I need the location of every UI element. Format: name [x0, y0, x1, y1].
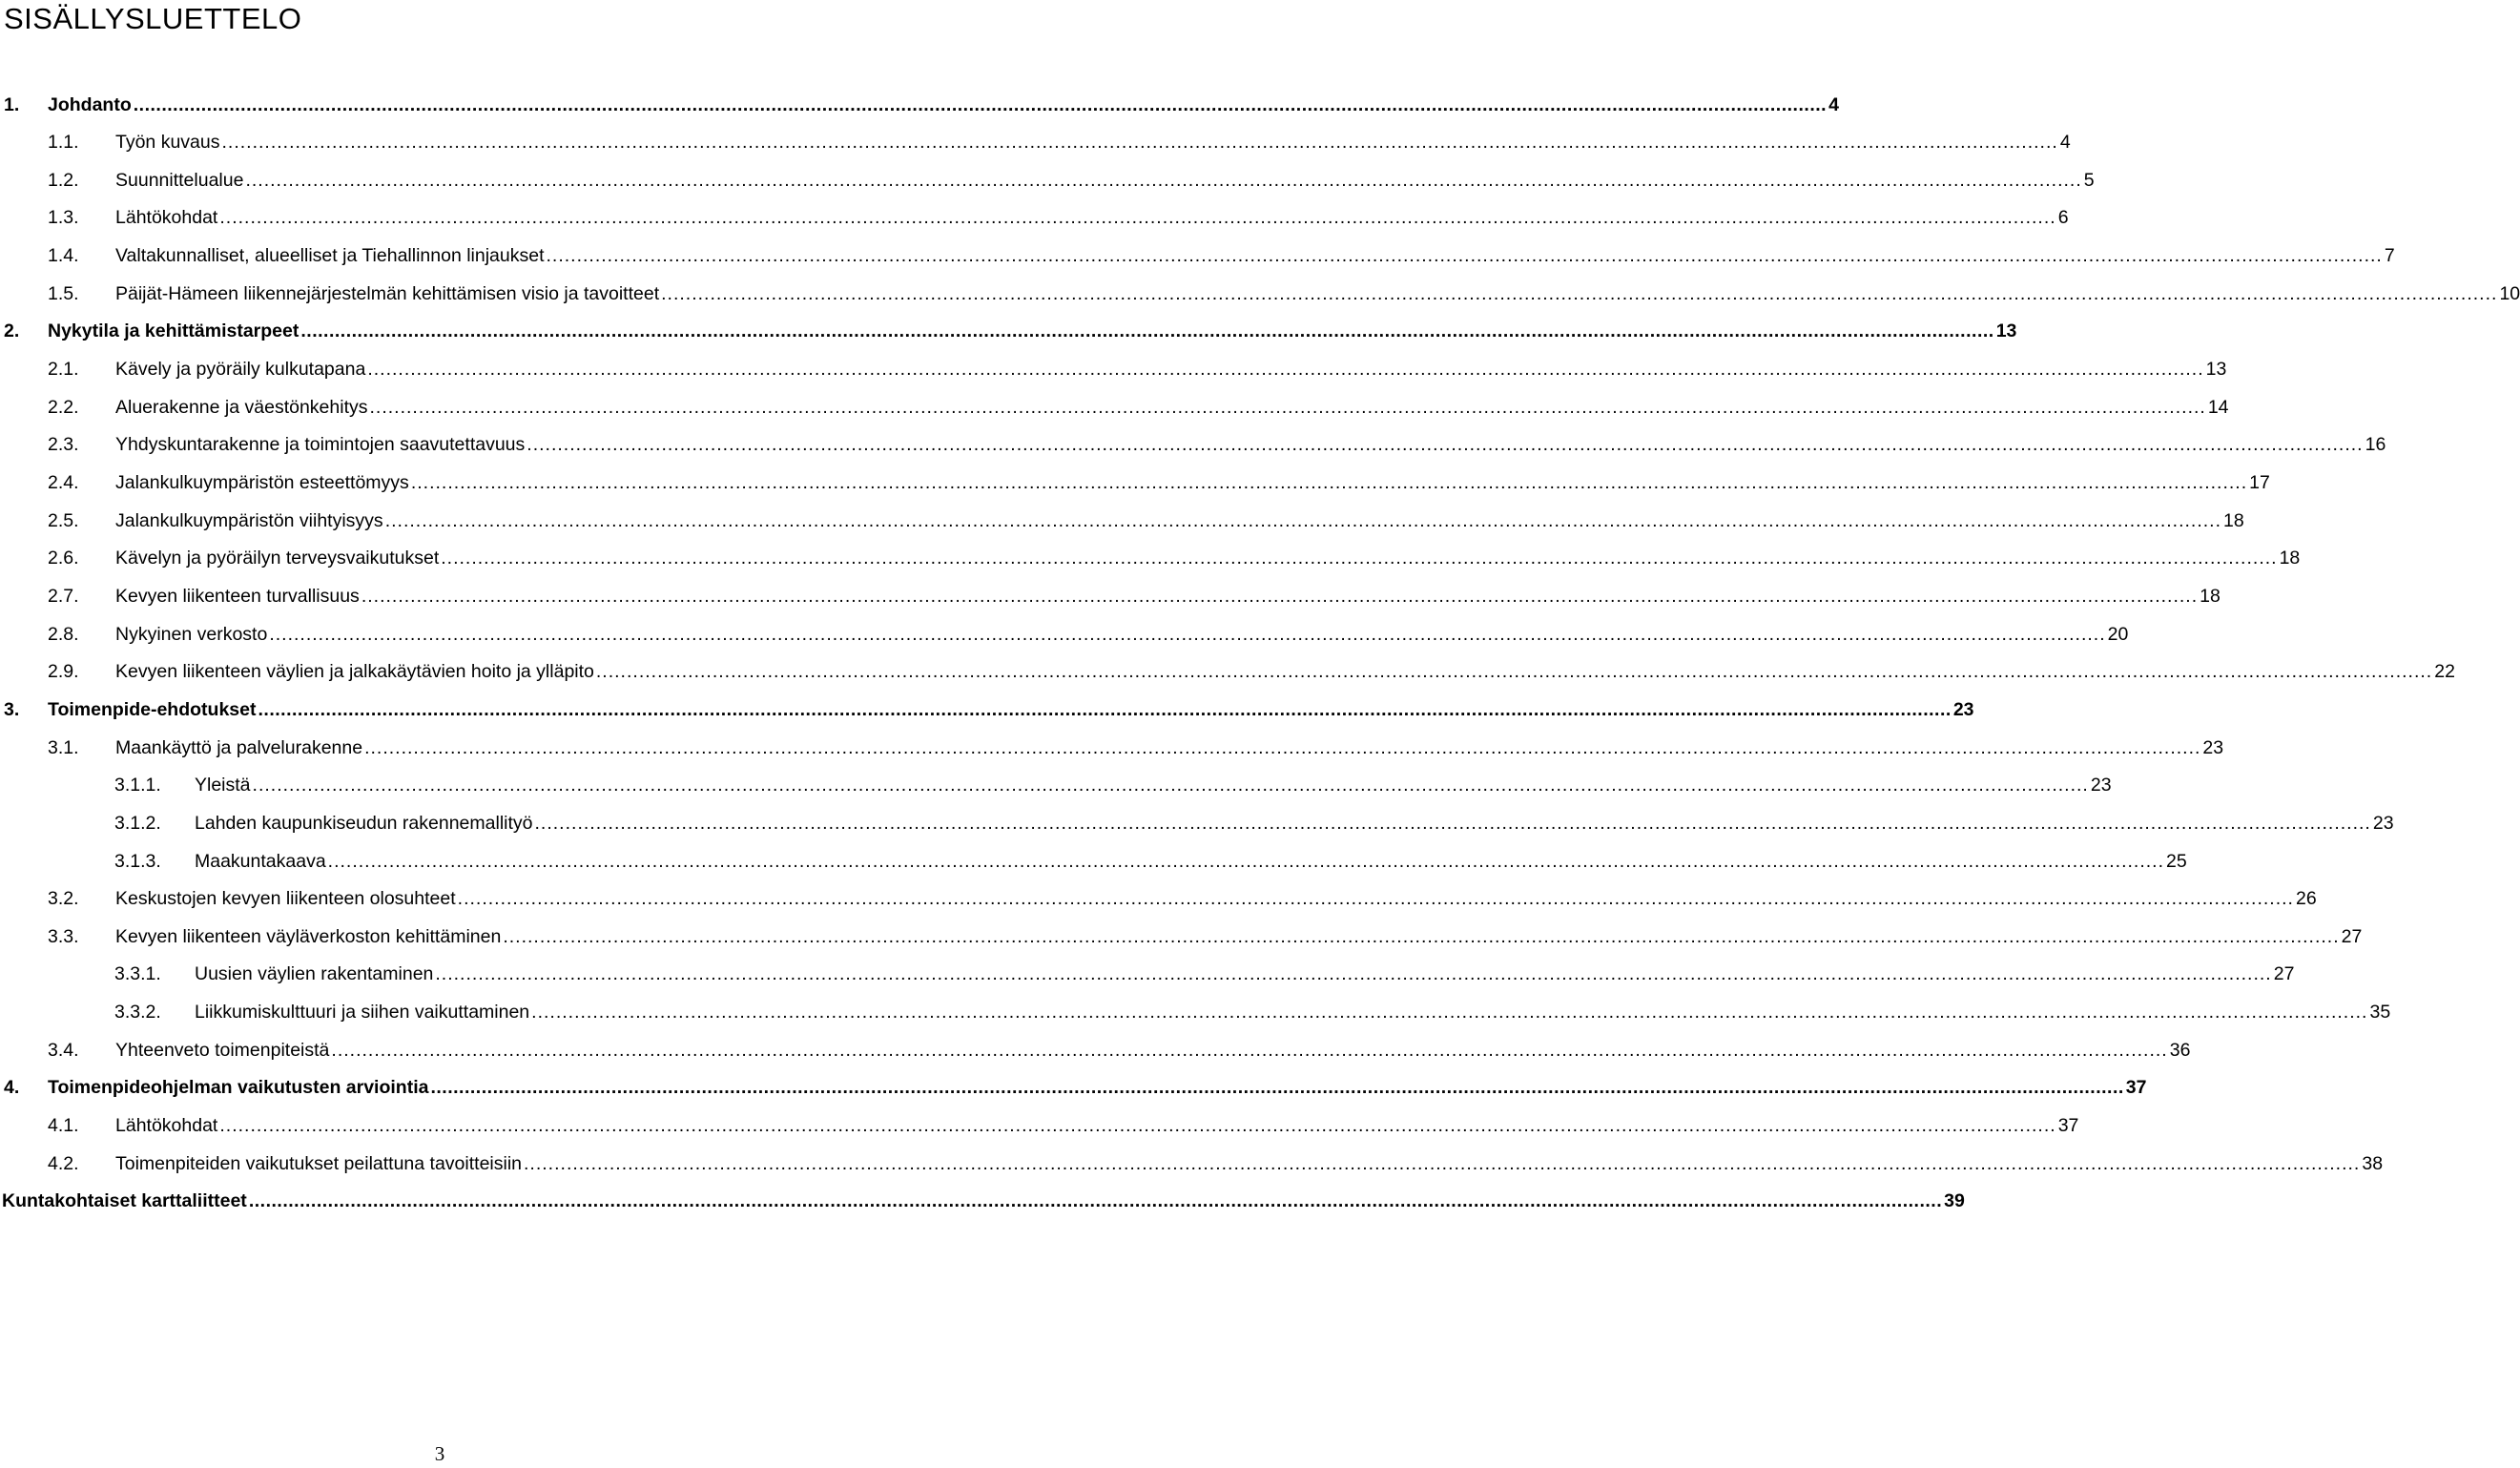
toc-entry-number: 2.8.	[48, 623, 79, 645]
toc-entry-page: 39	[1944, 1190, 1965, 1212]
dot-leader: ............................................................................................................................................................................................................................................................................................................	[258, 698, 1952, 720]
toc-entry-label: Maankäyttö ja palvelurakenne	[115, 736, 363, 758]
toc-entry[interactable]	[48, 431, 2386, 460]
toc-entry-number: 4.	[4, 1077, 20, 1099]
dot-leader: ............................................................................................................................................................................................................................................................................................................	[524, 1152, 2361, 1174]
toc-entry-label: Keskustojen kevyen liikenteen olosuhteet	[115, 888, 456, 910]
toc-entry-label: Lähtökohdat	[115, 207, 218, 229]
toc-entry-label: Päijät-Hämeen liikennejärjestelmän kehittämisen visio ja tavoitteet	[115, 282, 660, 304]
dot-leader: ............................................................................................................................................................................................................................................................................................................	[531, 1002, 2368, 1023]
toc-entry-number: 3.1.2.	[114, 812, 161, 834]
toc-entry-page: 36	[2169, 1039, 2191, 1061]
toc-entry-page: 18	[2200, 585, 2220, 607]
dot-leader: ............................................................................................................................................................................................................................................................................................................	[384, 509, 2222, 531]
dot-leader: ............................................................................................................................................................................................................................................................................................................	[534, 812, 2371, 834]
toc-entry[interactable]	[114, 847, 2187, 876]
toc-entry-label: Uusien väylien rakentaminen	[195, 963, 434, 985]
toc-entry-number: 2.9.	[48, 661, 79, 683]
toc-entry[interactable]	[48, 1149, 2384, 1178]
toc-entry[interactable]	[48, 545, 2301, 573]
toc-entry-label: Nykytila ja kehittämistarpeet	[48, 320, 300, 342]
toc-entry-label: Kevyen liikenteen väylien ja jalkakäytävien hoito ja ylläpito	[115, 661, 594, 683]
toc-entry[interactable]	[4, 695, 1974, 724]
toc-entry-label: Kävely ja pyöräily kulkutapana	[115, 359, 366, 381]
dot-leader: ............................................................................................................................................................................................................................................................................................................	[219, 207, 2056, 229]
dot-leader: ............................................................................................................................................................................................................................................................................................................	[327, 850, 2164, 872]
dot-leader: ............................................................................................................................................................................................................................................................................................................	[441, 548, 2278, 569]
toc-entry[interactable]	[48, 356, 2227, 384]
dot-leader: ............................................................................................................................................................................................................................................................................................................	[219, 1115, 2056, 1137]
toc-entry-number: 1.1.	[48, 132, 79, 154]
toc-entry-page: 5	[2083, 169, 2095, 191]
toc-entry[interactable]	[2, 1188, 1965, 1216]
toc-entry-number: 1.3.	[48, 207, 79, 229]
toc-entry-number: 2.3.	[48, 434, 79, 456]
toc-entry[interactable]	[48, 393, 2229, 422]
page-number: 3	[434, 1442, 445, 1465]
toc-entry-label: Suunnittelualue	[115, 169, 244, 191]
toc-entry-label: Kävelyn ja pyöräilyn terveysvaikutukset	[115, 548, 440, 569]
toc-entry-page: 35	[2369, 1002, 2391, 1023]
toc-entry-page: 6	[2057, 207, 2069, 229]
toc-entry-label: Työn kuvaus	[115, 132, 220, 154]
dot-leader: ............................................................................................................................................................................................................................................................................................................	[503, 925, 2340, 947]
dot-leader: ............................................................................................................................................................................................................................................................................................................	[435, 963, 2272, 985]
toc-entry-label: Lähtökohdat	[115, 1115, 218, 1137]
toc-entry-number: 1.5.	[48, 282, 79, 304]
toc-entry[interactable]	[4, 1074, 2147, 1103]
toc-entry-label: Kevyen liikenteen väyläverkoston kehittäminen	[115, 925, 502, 947]
toc-entry-page: 27	[2341, 925, 2363, 947]
toc-entry-label: Maakuntakaava	[195, 850, 326, 872]
dot-leader: ............................................................................................................................................................................................................................................................................................................	[546, 245, 2383, 267]
toc-entry-page: 23	[2372, 812, 2394, 834]
toc-entry[interactable]	[48, 1112, 2079, 1141]
toc-entry-page: 18	[2223, 509, 2244, 531]
toc-entry-page: 23	[1952, 698, 1974, 720]
dot-leader: ............................................................................................................................................................................................................................................................................................................	[245, 169, 2082, 191]
dot-leader: ............................................................................................................................................................................................................................................................................................................	[221, 132, 2058, 154]
toc-entry-label: Liikkumiskulttuuri ja siihen vaikuttaminen	[195, 1002, 530, 1023]
toc-entry[interactable]	[48, 507, 2244, 535]
toc-entry-page: 22	[2434, 661, 2455, 683]
toc-entry-label: Toimenpideohjelman vaikutusten arviointia	[48, 1077, 429, 1099]
dot-leader: ............................................................................................................................................................................................................................................................................................................	[369, 396, 2206, 418]
toc-entry-label: Yleistä	[195, 775, 251, 796]
toc-entry-label: Aluerakenne ja väestönkehitys	[115, 396, 368, 418]
toc-entry[interactable]	[114, 999, 2391, 1027]
dot-leader: ............................................................................................................................................................................................................................................................................................................	[661, 282, 2498, 304]
toc-entry-number: 3.3.1.	[114, 963, 161, 985]
dot-leader: ............................................................................................................................................................................................................................................................................................................	[430, 1077, 2124, 1099]
toc-entry-number: 2.7.	[48, 585, 79, 607]
toc-entry-number: 3.3.2.	[114, 1002, 161, 1023]
toc-entry-page: 13	[2205, 359, 2227, 381]
toc-entry[interactable]	[48, 734, 2224, 762]
toc-entry[interactable]	[48, 469, 2270, 498]
toc-entry-label: Lahden kaupunkiseudun rakennemallityö	[195, 812, 533, 834]
toc-entry-number: 4.2.	[48, 1152, 79, 1174]
toc-entry-page: 37	[2125, 1077, 2147, 1099]
toc-entry-label: Toimenpiteiden vaikutukset peilattuna tavoitteisiin	[115, 1152, 523, 1174]
toc-entry-page: 23	[2202, 736, 2224, 758]
toc-entry[interactable]	[48, 922, 2363, 951]
toc-entry-number: 3.4.	[48, 1039, 79, 1061]
toc-entry-number: 3.1.3.	[114, 850, 161, 872]
dot-leader: ............................................................................................................................................................................................................................................................................................................	[331, 1039, 2168, 1061]
toc-entry[interactable]	[48, 166, 2095, 195]
toc-entry-number: 1.	[4, 93, 20, 115]
toc-entry-label: Johdanto	[48, 93, 132, 115]
toc-entry-number: 3.	[4, 698, 20, 720]
dot-leader: ............................................................................................................................................................................................................................................................................................................	[410, 472, 2248, 493]
toc-entry[interactable]	[114, 961, 2295, 989]
toc-entry-number: 2.6.	[48, 548, 79, 569]
dot-leader: ............................................................................................................................................................................................................................................................................................................	[133, 93, 1828, 115]
toc-entry-page: 10	[2499, 282, 2520, 304]
toc-entry-page: 13	[1995, 320, 2017, 342]
toc-entry-number: 1.2.	[48, 169, 79, 191]
dot-leader: ............................................................................................................................................................................................................................................................................................................	[595, 661, 2433, 683]
toc-entry[interactable]	[48, 129, 2071, 157]
toc-entry-number: 3.1.	[48, 736, 79, 758]
toc-entry-number: 2.4.	[48, 472, 79, 493]
dot-leader: ............................................................................................................................................................................................................................................................................................................	[269, 623, 2106, 645]
toc-entry-label: Kevyen liikenteen turvallisuus	[115, 585, 360, 607]
toc-entry-page: 25	[2166, 850, 2187, 872]
toc-entry[interactable]	[48, 885, 2317, 914]
dot-leader: ............................................................................................................................................................................................................................................................................................................	[300, 320, 1994, 342]
toc-entry[interactable]	[48, 658, 2455, 687]
toc-entry-number: 2.1.	[48, 359, 79, 381]
toc-entry-page: 23	[2090, 775, 2112, 796]
toc-entry-number: 3.1.1.	[114, 775, 161, 796]
toc-entry-page: 26	[2295, 888, 2317, 910]
toc-entry-label: Nykyinen verkosto	[115, 623, 268, 645]
toc-entry-page: 7	[2384, 245, 2395, 267]
toc-entry-page: 27	[2273, 963, 2295, 985]
dot-leader: ............................................................................................................................................................................................................................................................................................................	[367, 359, 2204, 381]
dot-leader: ............................................................................................................................................................................................................................................................................................................	[364, 736, 2201, 758]
toc-entry-number: 3.3.	[48, 925, 79, 947]
toc-entry-page: 14	[2207, 396, 2229, 418]
toc-entry-label: Yhteenveto toimenpiteistä	[115, 1039, 330, 1061]
toc-entry-label: Kuntakohtaiset karttaliitteet	[2, 1190, 247, 1212]
toc-entry-page: 17	[2249, 472, 2270, 493]
toc-entry[interactable]	[48, 242, 2395, 271]
toc-entry-page: 18	[2279, 548, 2301, 569]
toc-entry-page: 16	[2365, 434, 2386, 456]
toc-entry[interactable]	[48, 620, 2129, 649]
toc-entry-label: Yhdyskuntarakenne ja toimintojen saavutettavuus	[115, 434, 526, 456]
toc-title: SISÄLLYSLUETTELO	[4, 2, 302, 35]
toc-entry[interactable]	[48, 582, 2220, 610]
toc-entry-number: 3.2.	[48, 888, 79, 910]
toc-entry[interactable]	[4, 91, 1839, 119]
toc-entry[interactable]	[48, 204, 2069, 233]
toc-entry[interactable]	[114, 772, 2112, 800]
toc-entry-number: 1.4.	[48, 245, 79, 267]
toc-entry[interactable]	[48, 279, 2520, 308]
toc-entry-label: Jalankulkuympäristön esteettömyys	[115, 472, 409, 493]
dot-leader: ............................................................................................................................................................................................................................................................................................................	[361, 585, 2199, 607]
dot-leader: ............................................................................................................................................................................................................................................................................................................	[527, 434, 2364, 456]
toc-entry-page: 4	[2059, 132, 2071, 154]
toc-entry-page: 20	[2107, 623, 2129, 645]
toc-entry-label: Valtakunnalliset, alueelliset ja Tiehallinnon linjaukset	[115, 245, 545, 267]
toc-entry-number: 4.1.	[48, 1115, 79, 1137]
toc-entry[interactable]	[48, 1036, 2191, 1065]
toc-entry[interactable]	[4, 318, 2017, 346]
toc-entry-label: Jalankulkuympäristön viihtyisyys	[115, 509, 383, 531]
toc-entry-number: 2.2.	[48, 396, 79, 418]
toc-entry-number: 2.5.	[48, 509, 79, 531]
toc-entry-label: Toimenpide-ehdotukset	[48, 698, 257, 720]
dot-leader: ............................................................................................................................................................................................................................................................................................................	[252, 775, 2089, 796]
toc-entry[interactable]	[114, 809, 2394, 837]
dot-leader: ............................................................................................................................................................................................................................................................................................................	[248, 1190, 1943, 1212]
toc-entry-page: 37	[2057, 1115, 2079, 1137]
toc-entry-number: 2.	[4, 320, 20, 342]
toc-entry-page: 4	[1828, 93, 1839, 115]
toc-entry-page: 38	[2362, 1152, 2384, 1174]
dot-leader: ............................................................................................................................................................................................................................................................................................................	[457, 888, 2294, 910]
